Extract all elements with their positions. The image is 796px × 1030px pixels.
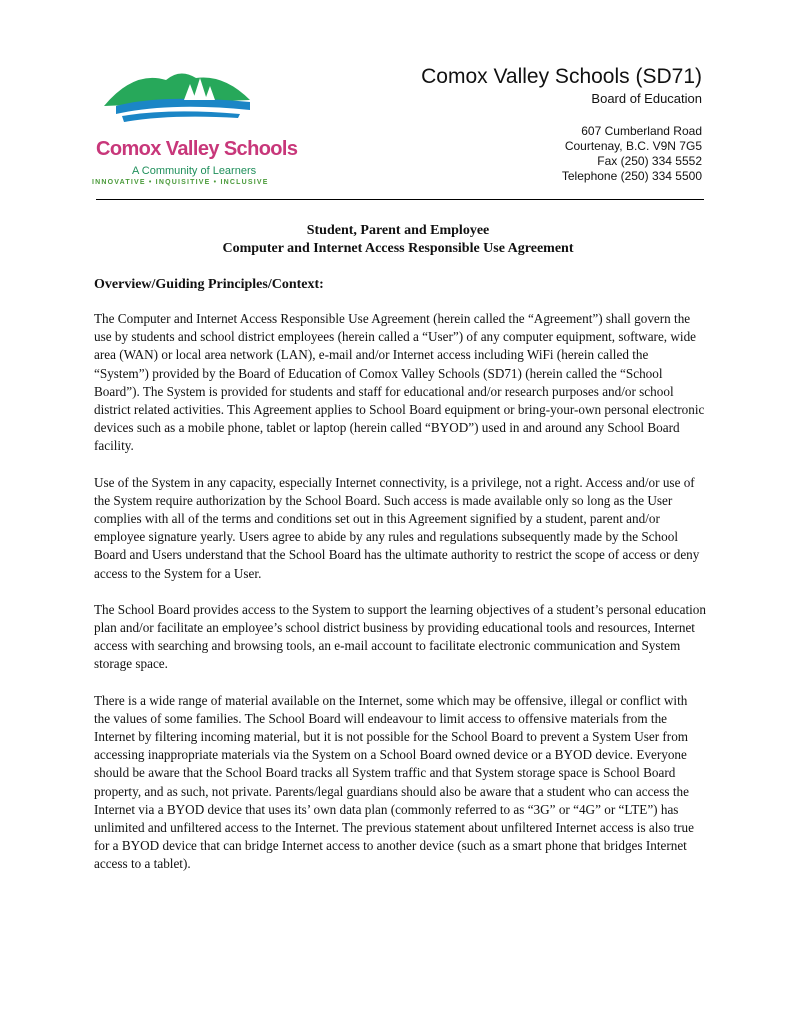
address-street: 607 Cumberland Road	[581, 124, 702, 138]
school-district-logo	[92, 66, 298, 190]
address-city: Courtenay, B.C. V9N 7G5	[564, 139, 702, 153]
header-divider	[96, 199, 704, 200]
paragraph-privilege: Use of the System in any capacity, especially Internet connectivity, is a privilege, not a right. Access and/or use of the System require authorization by the School Board. Such access is made available only so long as the User complies with all of the terms and conditions set out in this Agreement signified by a student, parent and/or employee signature yearly. Users agree to abide by any rules and regulations subsequently made by the School Board and Users understand that the School Board has the ultimate authority to restrict the scope of access or deny access to the System for a User.	[94, 474, 700, 581]
letterhead-contact	[421, 64, 702, 184]
address-fax: Fax (250) 334 5552	[597, 154, 702, 168]
document-body	[94, 310, 706, 892]
board-name: Board of Education	[591, 91, 702, 106]
address-telephone: Telephone (250) 334 5500	[561, 169, 702, 183]
paragraph-filtering: There is a wide range of material available on the Internet, some which may be offensive, illegal or conflict with the values of some families. The School Board will endeavour to limit access to offensive materials from the Internet by filtering incoming material, but it is not possible for the School Board to prevent a System User from accessing inappropriate materials via the System on a School Board owned device or a BYOD device. Everyone should be aware that the School Board tracks all System traffic and that System storage space is School Board property, and as such, not private. Parents/legal guardians should also be aware that a student who can access the Internet via a BYOD device that uses its’ own data plan (commonly referred to as “3G” or “4G” or “LTE”) has unlimited and unfiltered access to the Internet. The previous statement about unfiltered Internet access is also true for a BYOD device that can bridge Internet access to another device (such as a smart phone that bridges Internet access to a tablet).	[94, 692, 694, 872]
address-block	[421, 124, 702, 184]
organization-name: Comox Valley Schools (SD71)	[421, 65, 702, 88]
title-line-1: Student, Parent and Employee	[306, 223, 490, 238]
logo-wordmark: Comox Valley Schools	[96, 138, 298, 160]
logo-tagline: A Community of Learners	[132, 165, 257, 177]
title-line-2: Computer and Internet Access Responsible Use Agreement	[222, 241, 574, 256]
paragraph-access: The School Board provides access to the System to support the learning objectives of a student’s personal education plan and/or facilitate an employee’s school district business by providing educational tools and resources, Internet access with searching and browsing tools, an e-mail account to facilitate electronic communication and System storage space.	[94, 601, 706, 672]
document-title	[0, 222, 796, 258]
logo-motto: INNOVATIVE • INQUISITIVE • INCLUSIVE	[92, 179, 269, 186]
mountain-forest-emblem-icon	[100, 66, 260, 130]
section-heading: Overview/Guiding Principles/Context:	[94, 277, 324, 292]
paragraph-overview: The Computer and Internet Access Responsible Use Agreement (herein called the “Agreement”) shall govern the use by students and school district employees (herein called a “User”) of any computer equipment, software, wide area (WAN) or local area network (LAN), e-mail and/or Internet access including WiFi (herein called the “System”) provided by the Board of Education of Comox Valley Schools (SD71) (herein called the “School Board”). The System is provided for students and staff for educational and/or research purposes and/or school district related activities. This Agreement applies to School Board equipment or bring-your-own personal electronic devices such as a mobile phone, tablet or laptop (herein called “BYOD”) used in and around any School Board facility.	[94, 311, 705, 454]
